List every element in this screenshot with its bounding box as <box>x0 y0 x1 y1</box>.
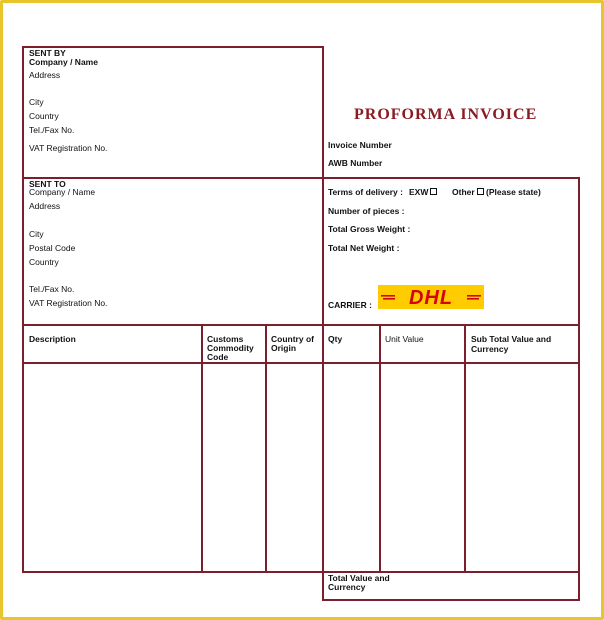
page-title: PROFORMA INVOICE <box>354 106 538 123</box>
table-header-top <box>22 324 580 326</box>
other-option[interactable] <box>452 187 541 197</box>
sent-by-telfax: Tel./Fax No. <box>29 125 75 135</box>
sent-by-country: Country <box>29 111 59 121</box>
sent-by-address: Address <box>29 70 61 80</box>
sent-to-vat: VAT Registration No. <box>29 298 108 308</box>
sent-by-vat: VAT Registration No. <box>29 143 108 153</box>
sentto-divider <box>22 177 580 179</box>
left-border <box>22 46 24 573</box>
sent-by-company: Company / Name <box>29 57 98 67</box>
dhl-logo-mark <box>378 285 484 309</box>
top-border-left <box>22 46 324 48</box>
gross-weight-label: Total Gross Weight : <box>328 224 411 234</box>
awb-number-label: AWB Number <box>328 158 383 168</box>
col-header-customs-1: Customs <box>207 334 244 344</box>
col-header-unit-value: Unit Value <box>385 334 424 344</box>
sent-to-address: Address <box>29 201 61 211</box>
other-checkbox[interactable] <box>477 188 484 195</box>
other-label: Other <box>452 187 475 197</box>
dhl-logo <box>378 285 484 309</box>
exw-checkbox[interactable] <box>430 188 437 195</box>
col-header-qty: Qty <box>328 334 343 344</box>
right-border <box>578 177 580 601</box>
terms-of-delivery-label: Terms of delivery : <box>328 187 403 197</box>
col-divider-customs <box>201 324 203 573</box>
col-header-customs-3: Code <box>207 352 229 362</box>
exw-option[interactable] <box>409 187 437 197</box>
sent-by-city: City <box>29 97 44 107</box>
number-of-pieces-label: Number of pieces : <box>328 206 405 216</box>
net-weight-label: Total Net Weight : <box>328 243 400 253</box>
carrier-label: CARRIER : <box>328 300 372 310</box>
sent-to-telfax: Tel./Fax No. <box>29 284 75 294</box>
sent-to-city: City <box>29 229 44 239</box>
col-header-description: Description <box>29 334 76 344</box>
col-divider-origin <box>265 324 267 573</box>
please-state-label: (Please state) <box>486 187 541 197</box>
col-header-customs-2: Commodity <box>207 343 254 353</box>
table-bottom <box>22 571 580 573</box>
col-header-origin-1: Country of <box>271 334 314 344</box>
invoice-number-label: Invoice Number <box>328 140 392 150</box>
table-header-bottom <box>22 362 580 364</box>
total-value-label-2: Currency <box>328 582 366 592</box>
total-bottom <box>322 599 580 601</box>
sent-to-postal: Postal Code <box>29 243 76 253</box>
col-header-subtotal-2: Currency <box>471 344 509 354</box>
col-divider-unit <box>379 324 381 573</box>
exw-label: EXW <box>409 187 429 197</box>
col-header-subtotal-1: Sub Total Value and <box>471 334 552 344</box>
sent-to-company: Company / Name <box>29 187 96 197</box>
col-header-origin-2: Origin <box>271 343 297 353</box>
sent-by-heading: SENT BY <box>29 48 66 58</box>
col-divider-subtotal <box>464 324 466 573</box>
sent-to-heading: SENT TO <box>29 179 66 189</box>
sent-to-country: Country <box>29 257 59 267</box>
total-value-label-1: Total Value and <box>328 573 390 583</box>
svg-text:DHL: DHL <box>408 287 454 309</box>
